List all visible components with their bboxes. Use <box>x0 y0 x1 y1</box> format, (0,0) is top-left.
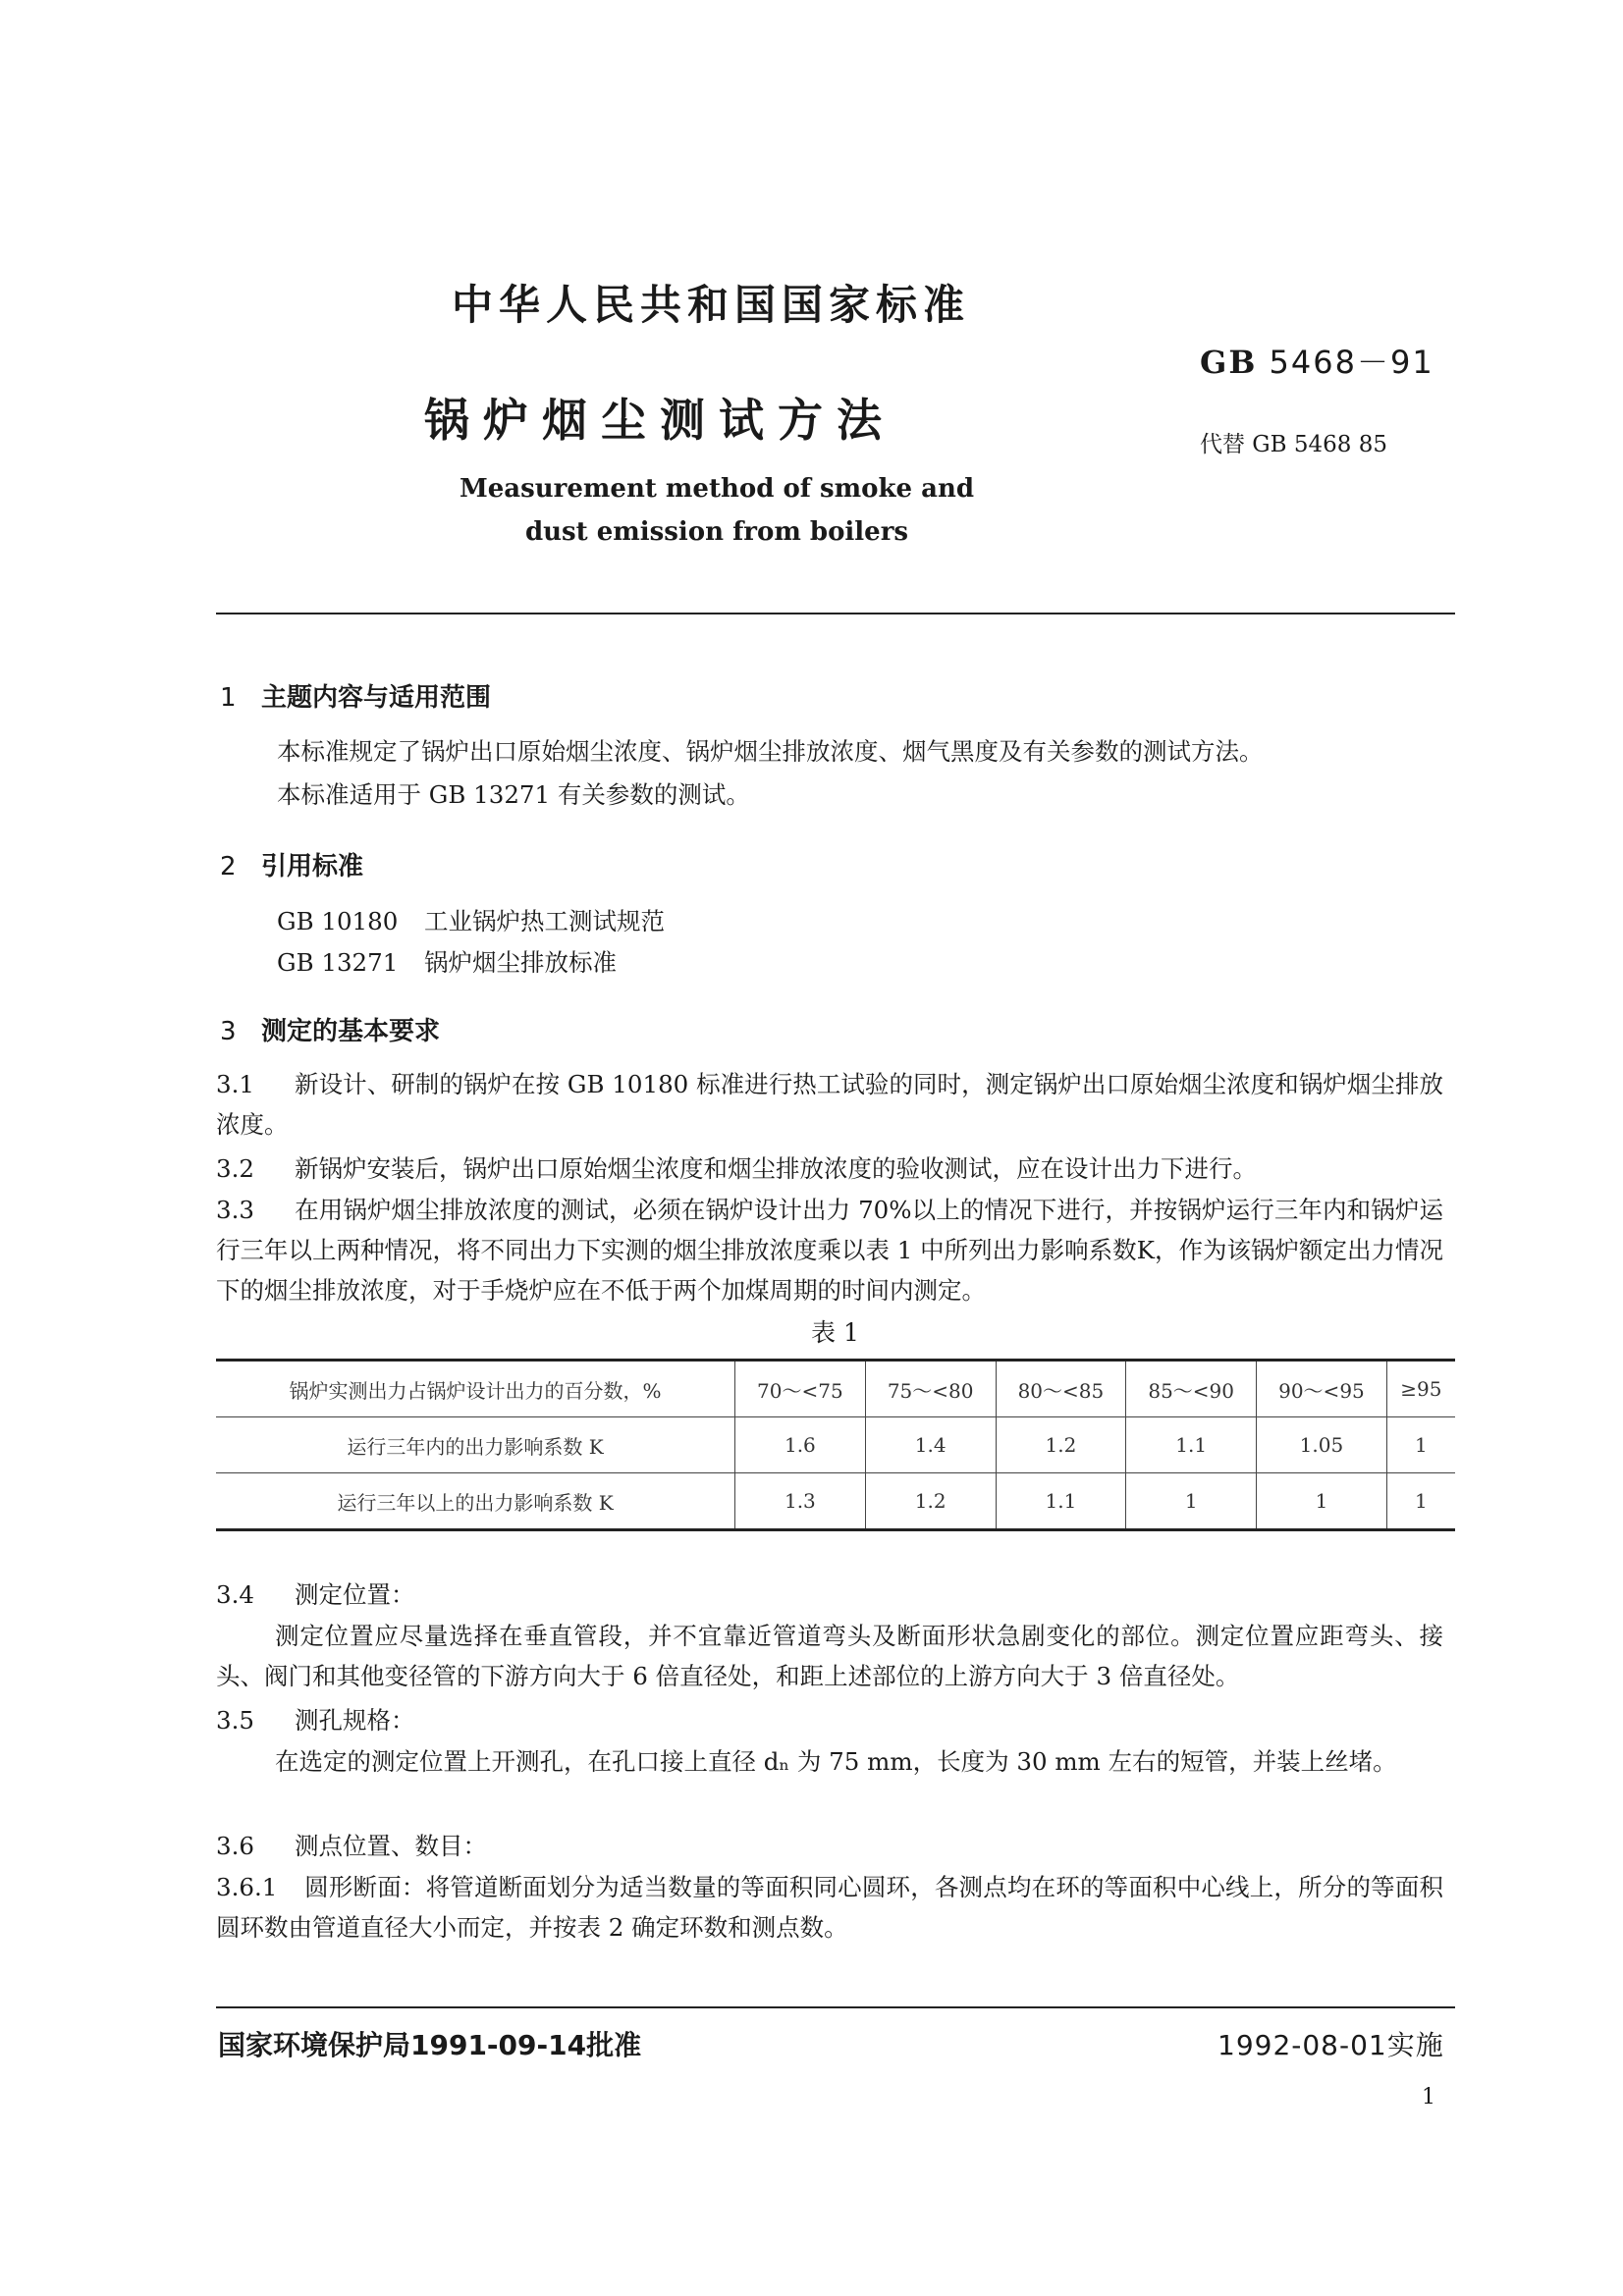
approval-date: 国家环境保护局1991-09-14批准 <box>218 2029 642 2061</box>
table-cell: 1 <box>1386 1417 1455 1473</box>
table-cell: 1.6 <box>735 1417 866 1473</box>
table-header-cell: ≥95 <box>1386 1361 1455 1417</box>
clause-text: 新锅炉安装后，锅炉出口原始烟尘浓度和烟尘排放浓度的验收测试，应在设计出力下进行。 <box>295 1154 1257 1183</box>
table-cell: 1 <box>1126 1473 1257 1530</box>
section-1-title: 主题内容与适用范围 <box>261 683 492 713</box>
clause-number: 3.5 <box>216 1706 254 1735</box>
table-header-cell: 75～<80 <box>865 1361 996 1417</box>
table-header-cell: 90～<95 <box>1257 1361 1387 1417</box>
section-2-title: 引用标准 <box>261 852 364 881</box>
clause-number: 3.6 <box>216 1832 254 1860</box>
clause-number: 3.6.1 <box>216 1873 278 1901</box>
clause-title: 测点位置、数目： <box>295 1832 487 1860</box>
table-header-cell: 70～<75 <box>735 1361 866 1417</box>
clause-3-5-body: 在选定的测定位置上开测孔，在孔口接上直径 dₙ 为 75 mm，长度为 30 mm 左右的短管，并装上丝堵。 <box>275 1747 1397 1776</box>
clause-text: 圆形断面：将管道断面划分为适当数量的等面积同心圆环，各测点均在环的等面积中心线上，所分的等面积圆环数由管道直径大小而定，并按表 2 确定环数和测点数。 <box>216 1873 1443 1942</box>
clause-3-6 <box>216 1826 1443 1866</box>
header-rule <box>216 613 1455 614</box>
table-cell: 1 <box>1257 1473 1387 1530</box>
table-header-label: 锅炉实测出力占锅炉设计出力的百分数，% <box>216 1361 735 1417</box>
section-1-para-1: 本标准规定了锅炉出口原始烟尘浓度、锅炉烟尘排放浓度、烟气黑度及有关参数的测试方法。 <box>277 737 1264 766</box>
table-cell: 1.2 <box>865 1473 996 1530</box>
section-1-heading: 1 主题内容与适用范围 <box>220 683 492 713</box>
standard-number <box>1200 338 1434 383</box>
clause-number: 3.3 <box>216 1196 254 1224</box>
table-header-row <box>216 1361 1455 1417</box>
table-header-cell: 85～<90 <box>1126 1361 1257 1417</box>
section-3-title: 测定的基本要求 <box>261 1017 441 1046</box>
table-row <box>216 1417 1455 1473</box>
table-row-label: 运行三年以上的出力影响系数 K <box>216 1473 735 1530</box>
document-title-en <box>373 467 1060 554</box>
table-row <box>216 1473 1455 1530</box>
table-cell: 1.1 <box>1126 1417 1257 1473</box>
clause-3-6-1 <box>216 1867 1443 1948</box>
clause-3-5 <box>216 1700 1443 1740</box>
issuer-title: 中华人民共和国国家标准 <box>452 281 971 329</box>
table-cell: 1.2 <box>996 1417 1126 1473</box>
clause-3-2 <box>216 1148 1443 1189</box>
table-cell: 1 <box>1386 1473 1455 1530</box>
standard-code: 5468－91 <box>1269 344 1434 381</box>
clause-3-1 <box>216 1064 1443 1145</box>
section-1-para-2: 本标准适用于 GB 13271 有关参数的测试。 <box>277 780 750 809</box>
clause-title: 测孔规格： <box>295 1706 415 1735</box>
reference-code: GB 10180 <box>277 907 399 935</box>
replaces-note: 代替 GB 5468 85 <box>1200 432 1388 457</box>
clause-number: 3.2 <box>216 1154 254 1183</box>
table-cell: 1.4 <box>865 1417 996 1473</box>
table-cell: 1.1 <box>996 1473 1126 1530</box>
standard-prefix: GB <box>1200 344 1258 381</box>
clause-text: 在用锅炉烟尘排放浓度的测试，必须在锅炉设计出力 70%以上的情况下进行，并按锅炉运行三年内和锅炉运行三年以上两种情况，将不同出力下实测的烟尘排放浓度乘以表 1 中所列出力影响系数K，作为该锅炉额定出力情况下的烟尘排放浓度，对于手烧炉应在不低于两个加煤周期的时间内测定。 <box>216 1196 1443 1305</box>
table-cell: 1.05 <box>1257 1417 1387 1473</box>
table-header-cell: 80～<85 <box>996 1361 1126 1417</box>
section-2-heading: 2 引用标准 <box>220 852 364 881</box>
clause-number: 3.4 <box>216 1580 254 1609</box>
clause-text: 新设计、研制的锅炉在按 GB 10180 标准进行热工试验的同时，测定锅炉出口原始烟尘浓度和锅炉烟尘排放浓度。 <box>216 1070 1443 1139</box>
section-3-heading: 3 测定的基本要求 <box>220 1017 441 1046</box>
table-row-label: 运行三年内的出力影响系数 K <box>216 1417 735 1473</box>
clause-number: 3.1 <box>216 1070 254 1098</box>
table-cell: 1.3 <box>735 1473 866 1530</box>
clause-3-3 <box>216 1190 1443 1310</box>
clause-3-4 <box>216 1575 1443 1615</box>
table-1 <box>216 1359 1455 1531</box>
title-en-line-1: Measurement method of smoke and <box>459 474 975 504</box>
implementation-date: 1992-08-01实施 <box>1217 2029 1444 2061</box>
table-1-caption: 表 1 <box>811 1318 859 1347</box>
reference-code: GB 13271 <box>277 948 399 977</box>
reference-row <box>277 944 617 979</box>
document-title-cn: 锅炉烟尘测试方法 <box>424 394 895 447</box>
reference-name: 锅炉烟尘排放标准 <box>424 948 617 977</box>
clause-3-4-body: 测定位置应尽量选择在垂直管段，并不宜靠近管道弯头及断面形状急剧变化的部位。测定位置应距弯头、接头、阀门和其他变径管的下游方向大于 6 倍直径处，和距上述部位的上游方向大于 3 倍直径处。 <box>216 1622 1443 1690</box>
page-number: 1 <box>1422 2085 1435 2109</box>
clause-title: 测定位置： <box>295 1580 415 1609</box>
footer-rule <box>216 2006 1455 2008</box>
reference-name: 工业锅炉热工测试规范 <box>424 907 665 935</box>
title-en-line-2: dust emission from boilers <box>524 517 909 547</box>
reference-row <box>277 903 665 937</box>
